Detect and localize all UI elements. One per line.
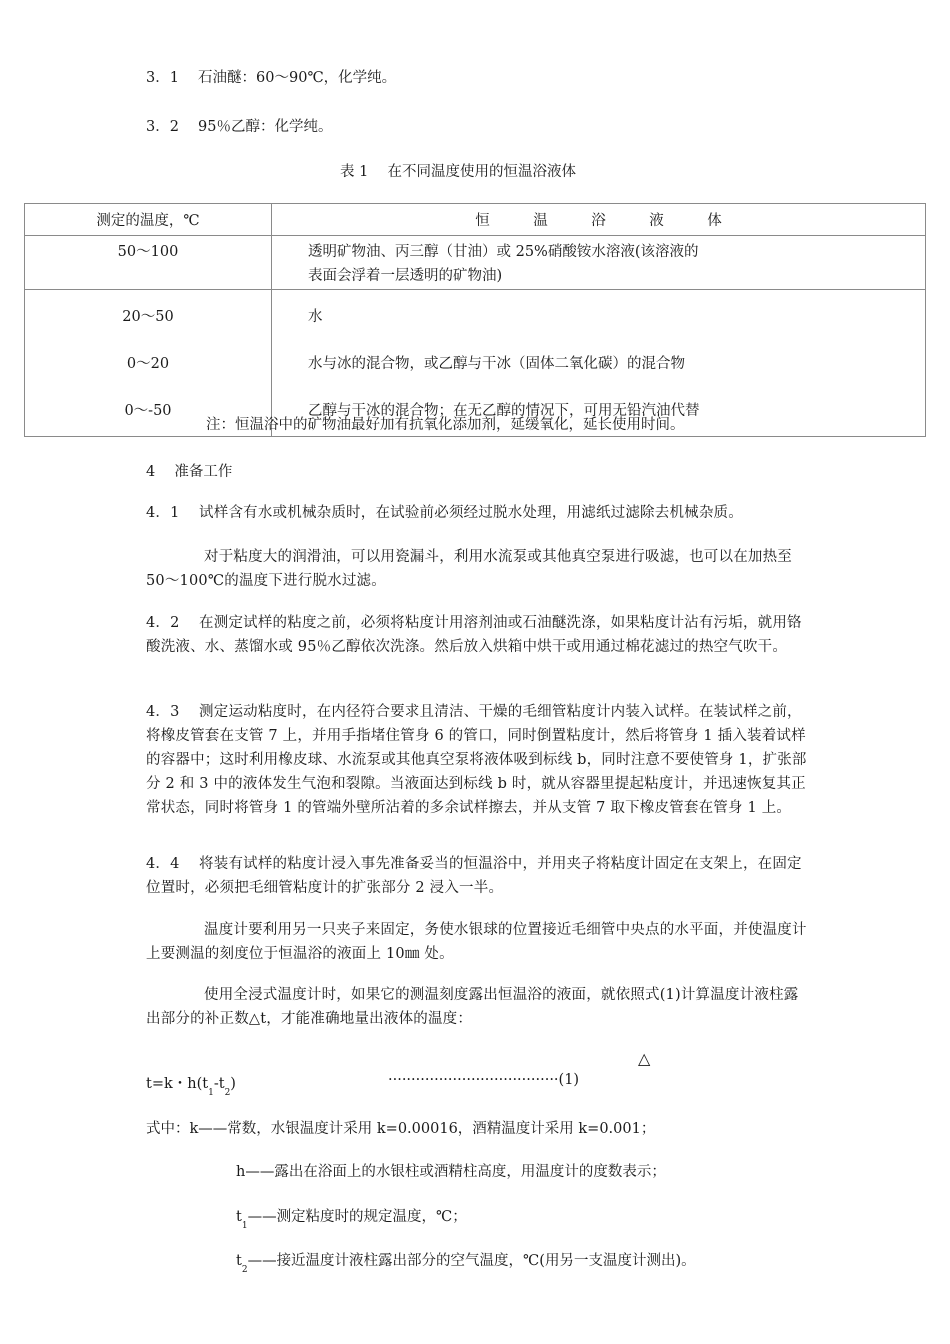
cell-temp: 50～100 (25, 236, 272, 290)
table-header-row (25, 204, 926, 236)
paragraph-4-4c: 使用全浸式温度计时，如果它的测温刻度露出恒温浴的液面，就依照式(1)计算温度计液柱露出部分的补正数△t，才能准确地量出液体的温度： (146, 987, 799, 1027)
temp-20-50: 20～50 (122, 309, 174, 325)
paragraph-4-1: 4．1 试样含有水或机械杂质时，在试验前必须经过脱水处理，用滤纸过滤除去机械杂质。 (146, 505, 743, 521)
formula-lhs: t=k・h(t (146, 1076, 209, 1092)
liquid-ethanol-dryice: 乙醇与干冰的混合物；在无乙醇的情况下，可用无铅汽油代替 (308, 403, 700, 419)
liquid-water: 水 (308, 309, 323, 325)
paragraph-4-4b: 温度计要利用另一只夹子来固定，务使水银球的位置接近毛细管中央点的水平面，并使温度计上要测温的刻度位于恒温浴的液面上 10㎜ 处。 (146, 922, 807, 962)
paragraph-4-3: 4．3 测定运动粘度时，在内径符合要求且清洁、干燥的毛细管粘度计内装入试样。在装试样之前，将橡皮管套在支管 7 上，并用手指堵住管身 6 的管口，同时倒置粘度计，然后将管身 1 插入装着试样的容器中；这时利用橡皮球、水流泵或其他真空泵将液体吸到标线 b，同时注意不要使管身 1，扩张部分 2 和 3 中的液体发生气泡和裂隙。当液面达到标线 b 时，就从容器里提起粘度计，并迅速恢复其正常状态，同时将管身 1 的管端外壁所沾着的多余试样擦去，并从支管 7 取下橡皮管套在管身 1 上。 (146, 704, 807, 816)
where-h: h——露出在浴面上的水银柱或酒精柱高度，用温度计的度数表示； (236, 1164, 666, 1180)
liquid-ice-water: 水与冰的混合物，或乙醇与干冰（固体二氧化碳）的混合物 (308, 356, 685, 372)
table-row (25, 236, 926, 290)
table-note: 注：恒温浴中的矿物油最好加有抗氧化添加剂，延缓氧化，延长使用时间。 (206, 417, 685, 433)
formula-sub-2: 2 (224, 1088, 231, 1098)
formula-sub-1: 1 (208, 1088, 214, 1098)
formula-close: ) (230, 1076, 236, 1092)
thermostatic-bath-table (24, 203, 926, 437)
section-3-1: 3．1 石油醚：60～90℃，化学纯。 (146, 70, 397, 86)
temp-0-minus50: 0～-50 (124, 403, 172, 419)
table-title: 表 1 在不同温度使用的恒温浴液体 (340, 164, 576, 180)
formula-mid: -t (213, 1076, 225, 1092)
equation-number: ·····································(1) (388, 1072, 580, 1088)
formula (146, 1072, 236, 1098)
paragraph-4-1b: 对于粘度大的润滑油，可以用瓷漏斗，利用水流泵或其他真空泵进行吸滤，也可以在加热至 50～100℃的温度下进行脱水过滤。 (146, 549, 792, 589)
where-t1: $t_1——$测定粘度时的规定温度，℃； (236, 1209, 467, 1231)
temp-0-20: 0～20 (126, 356, 170, 372)
cell-liquid: 透明矿物油、丙三醇（甘油）或 25%硝酸铵水溶液(该溶液的 表面会浮着一层透明的矿物油) (272, 236, 926, 290)
paragraph-4-4: 4．4 将装有试样的粘度计浸入事先准备妥当的恒温浴中，并用夹子将粘度计固定在支架上，在固定位置时，必须把毛细管粘度计的扩张部分 2 浸入一半。 (146, 856, 802, 896)
header-temperature: 测定的温度，℃ (25, 204, 272, 236)
paragraph-4-2: 4．2 在测定试样的粘度之前，必须将粘度计用溶剂油或石油醚洗涤，如果粘度计沾有污垢，就用铬酸洗液、水、蒸馏水或 95％乙醇依次洗涤。然后放入烘箱中烘干或用通过棉花滤过的热空气吹干。 (146, 615, 802, 655)
header-liquid: 恒 温 浴 液 体 (272, 204, 926, 236)
section-3-2: 3．2 95％乙醇：化学纯。 (146, 119, 333, 135)
where-k: 式中：k——常数，水银温度计采用 k=0.00016，酒精温度计采用 k=0.001； (146, 1121, 656, 1137)
where-t2: $t_2——$接近温度计液柱露出部分的空气温度，℃(用另一支温度计测出)。 (236, 1253, 696, 1275)
formula-delta: △ (638, 1049, 651, 1068)
section-4-heading: 4 准备工作 (146, 464, 233, 480)
